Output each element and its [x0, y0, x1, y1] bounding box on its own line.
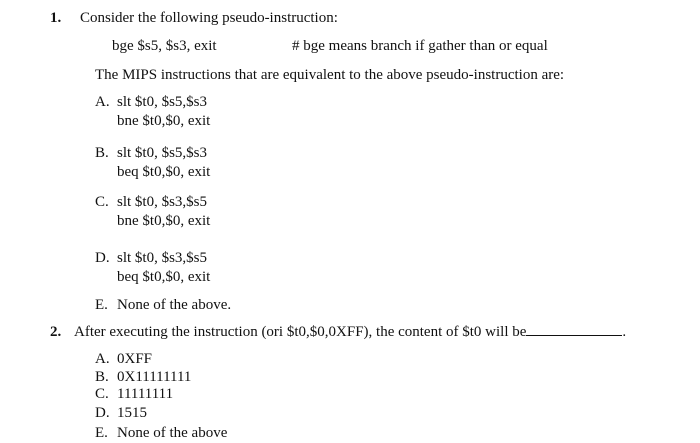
q2-option-e-text: None of the above: [117, 425, 228, 441]
q1-option-e-letter: E.: [95, 297, 108, 313]
q1-comment: # bge means branch if gather than or equal: [292, 38, 548, 54]
q2-answer-blank: [526, 323, 622, 336]
q1-option-a-letter: A.: [95, 94, 110, 110]
q1-option-c-letter: C.: [95, 194, 109, 210]
q1-option-a-line1: slt $t0, $s5,$s3: [117, 94, 208, 110]
q2-period: .: [622, 324, 627, 340]
q2-option-d-letter: D.: [95, 405, 110, 421]
q1-option-b-line2: beq $t0,$0, exit: [117, 164, 211, 180]
q2-prompt: After executing the instruction (ori $t0,$0,0XFF), the content of $t0 will be: [74, 324, 527, 340]
q1-option-e-text: None of the above.: [117, 297, 232, 313]
q2-option-e-letter: E.: [95, 425, 108, 441]
q2-line: [74, 323, 626, 341]
q1-number: 1.: [50, 10, 62, 26]
q2-number: 2.: [50, 324, 62, 340]
q1-option-b-letter: B.: [95, 145, 109, 161]
q2-option-a-text: 0XFF: [117, 351, 153, 367]
q1-option-a-line2: bne $t0,$0, exit: [117, 113, 211, 129]
q2-option-b-letter: B.: [95, 369, 109, 385]
q1-option-d-letter: D.: [95, 250, 110, 266]
q1-option-d-line2: beq $t0,$0, exit: [117, 269, 211, 285]
q1-option-c-line2: bne $t0,$0, exit: [117, 213, 211, 229]
q2-option-c-text: 11111111: [117, 386, 174, 402]
q1-option-b-line1: slt $t0, $s5,$s3: [117, 145, 208, 161]
q1-stem: The MIPS instructions that are equivalent to the above pseudo-instruction are:: [95, 67, 565, 83]
q1-prompt: Consider the following pseudo-instruction:: [80, 10, 338, 26]
q1-option-d-line1: slt $t0, $s3,$s5: [117, 250, 208, 266]
q2-option-d-text: 1515: [117, 405, 147, 421]
q2-option-b-text: 0X11111111: [117, 369, 192, 385]
q2-option-c-letter: C.: [95, 386, 109, 402]
q1-option-c-line1: slt $t0, $s3,$s5: [117, 194, 208, 210]
q2-option-a-letter: A.: [95, 351, 110, 367]
q1-instruction: bge $s5, $s3, exit: [112, 38, 217, 54]
